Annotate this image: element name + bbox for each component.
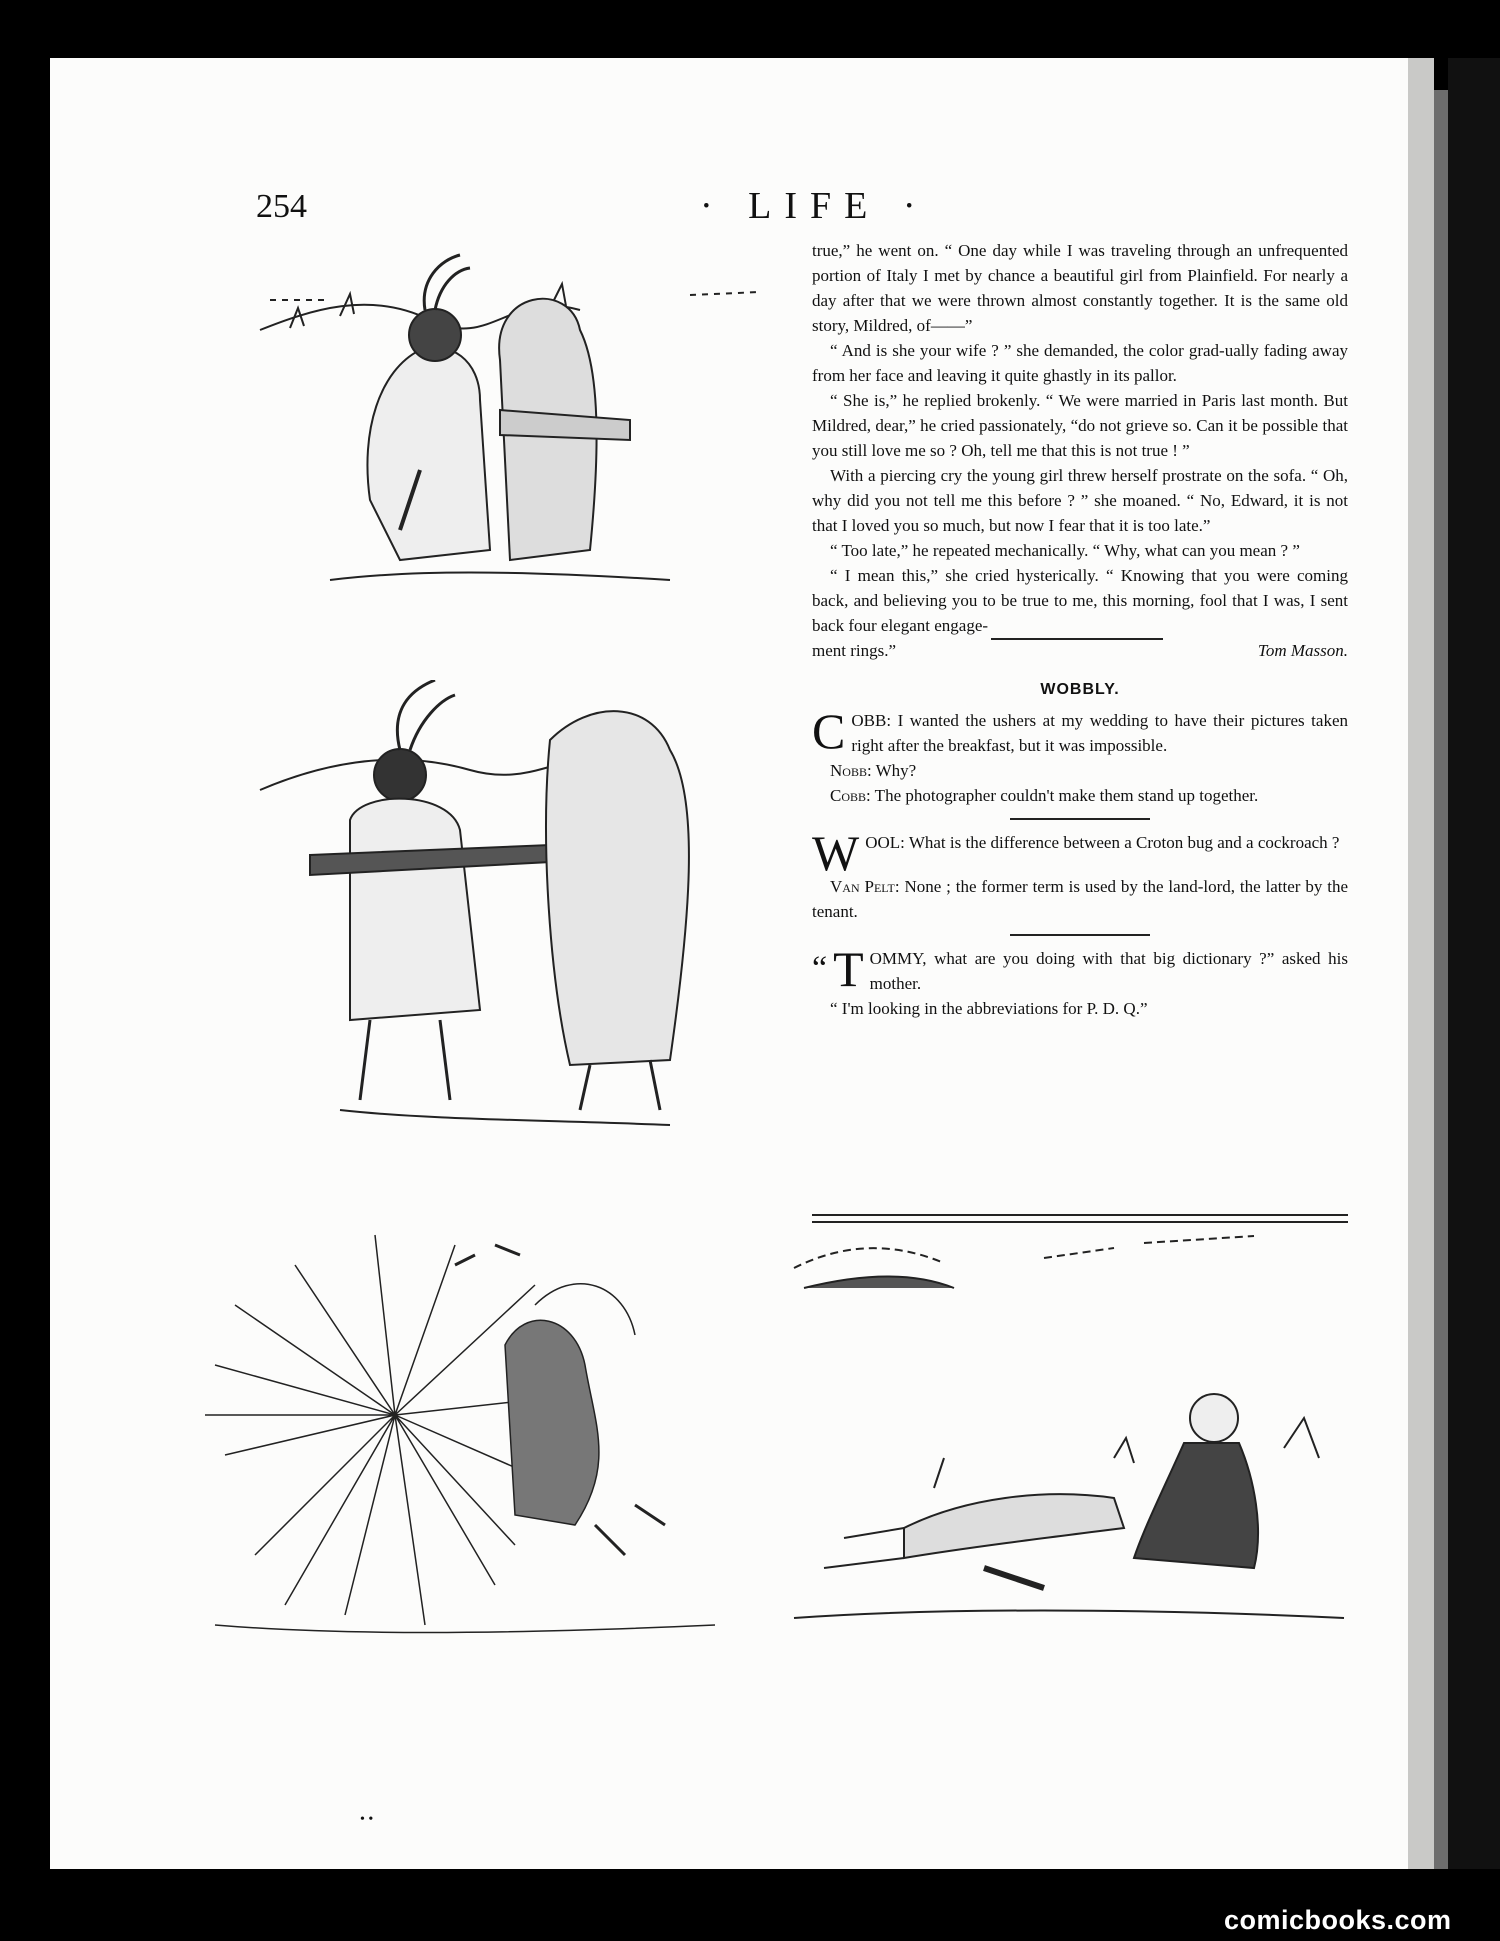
dialogue-text: OMMY, what are you doing with that big dictionary ?” asked his mother. (869, 949, 1348, 993)
author-signature: Tom Masson. (1257, 641, 1348, 660)
page-edge (1408, 58, 1434, 1869)
illustration-drawing (784, 1228, 1354, 1648)
story-paragraph: “ She is,” he replied brokenly. “ We were married in Paris last month. But Mildred, dear,” he cried passionately, “do not grieve so. Can it be possible that you still love me so ? Oh, tell me that this is not true ! ” (812, 391, 1348, 460)
wobbly-heading: WOBBLY. (1040, 681, 1120, 698)
dialogue-text: : The photographer couldn't make them stand up together. (866, 786, 1259, 805)
dialogue-text: : None ; the former term is used by the land-lord, the latter by the tenant. (812, 877, 1349, 921)
watermark-logo: comicbooks.com (1224, 1905, 1452, 1935)
story-paragraph: true,” he went on. “ One day while I was traveling through an unfrequented portion of Italy I met by chance a beautiful girl from Plainfield. For nearly a day after that we were thrown almost constantly together. It is the same old story, Mildred, of——” (812, 241, 1348, 335)
speaker-name: OOL (865, 833, 901, 852)
section-double-rule (812, 1214, 1348, 1223)
illustration-drawing (250, 250, 780, 630)
story-paragraph: With a piercing cry the young girl threw herself prostrate on the sofa. “ Oh, why did you not tell me this before ? ” she moaned. “ No, Edward, it is not that I loved you so much, but now I fear that it is too late.” (812, 466, 1348, 535)
illustration-explosion (195, 1225, 735, 1645)
wobbly-line-2 (812, 758, 1348, 783)
masthead-title: · LIFE · (700, 185, 929, 227)
divider (991, 638, 1163, 640)
binding-strip (1434, 90, 1448, 1869)
speaker-name: Nobb (830, 761, 867, 780)
story-paragraph: “ I mean this,” she cried hysterically. “ Knowing that you were coming back, and believing you to be true to me, this morning, fool that I was, I sent back four elegant engage- (812, 566, 1348, 635)
illustration-drawing (195, 1225, 735, 1645)
open-quote: “ (812, 950, 828, 987)
dialogue-text: : What is the difference between a Croton bug and a cockroach ? (900, 833, 1340, 852)
page-number: 254 (256, 188, 307, 225)
page-mark: • • (360, 1812, 374, 1827)
croton-line-2 (812, 874, 1348, 924)
story-last-line: ment rings.” (812, 641, 897, 660)
story-ending (812, 638, 1348, 663)
speaker-name: Van Pelt (830, 877, 895, 896)
story-paragraph: “ Too late,” he repeated mechanically. “ Why, what can you mean ? ” (830, 541, 1300, 560)
dialogue-text: : I wanted the ushers at my wedding to have their pictures taken right after the breakfast, but it was impossible. (851, 711, 1348, 755)
divider (1010, 818, 1150, 820)
illustration-drawing (250, 680, 760, 1160)
illustration-man-with-rifle-and-bear (250, 680, 760, 1160)
wobbly-line-3 (812, 783, 1348, 808)
wobbly-line-1 (812, 703, 1348, 759)
illustration-bear-and-man-1 (250, 250, 780, 630)
dialogue-text: : Why? (866, 761, 917, 780)
story-column (812, 238, 1348, 1021)
scan-border (1448, 58, 1500, 1869)
drop-cap: T (833, 941, 864, 997)
speaker-name: Cobb (830, 786, 867, 805)
drop-cap: W (812, 825, 860, 881)
divider (1010, 934, 1150, 936)
illustration-mourning-man (784, 1228, 1354, 1648)
story-paragraph: “ And is she your wife ? ” she demanded, the color grad-ually fading away from her face and leaving it quite ghastly in its pallor. (812, 341, 1348, 385)
drop-cap: C (812, 703, 846, 759)
tommy-line-2: “ I'm looking in the abbreviations for P. D. Q.” (830, 999, 1148, 1018)
speaker-name: OBB (851, 711, 887, 730)
croton-line-1 (812, 825, 1348, 881)
tommy-line-1 (812, 941, 1348, 997)
